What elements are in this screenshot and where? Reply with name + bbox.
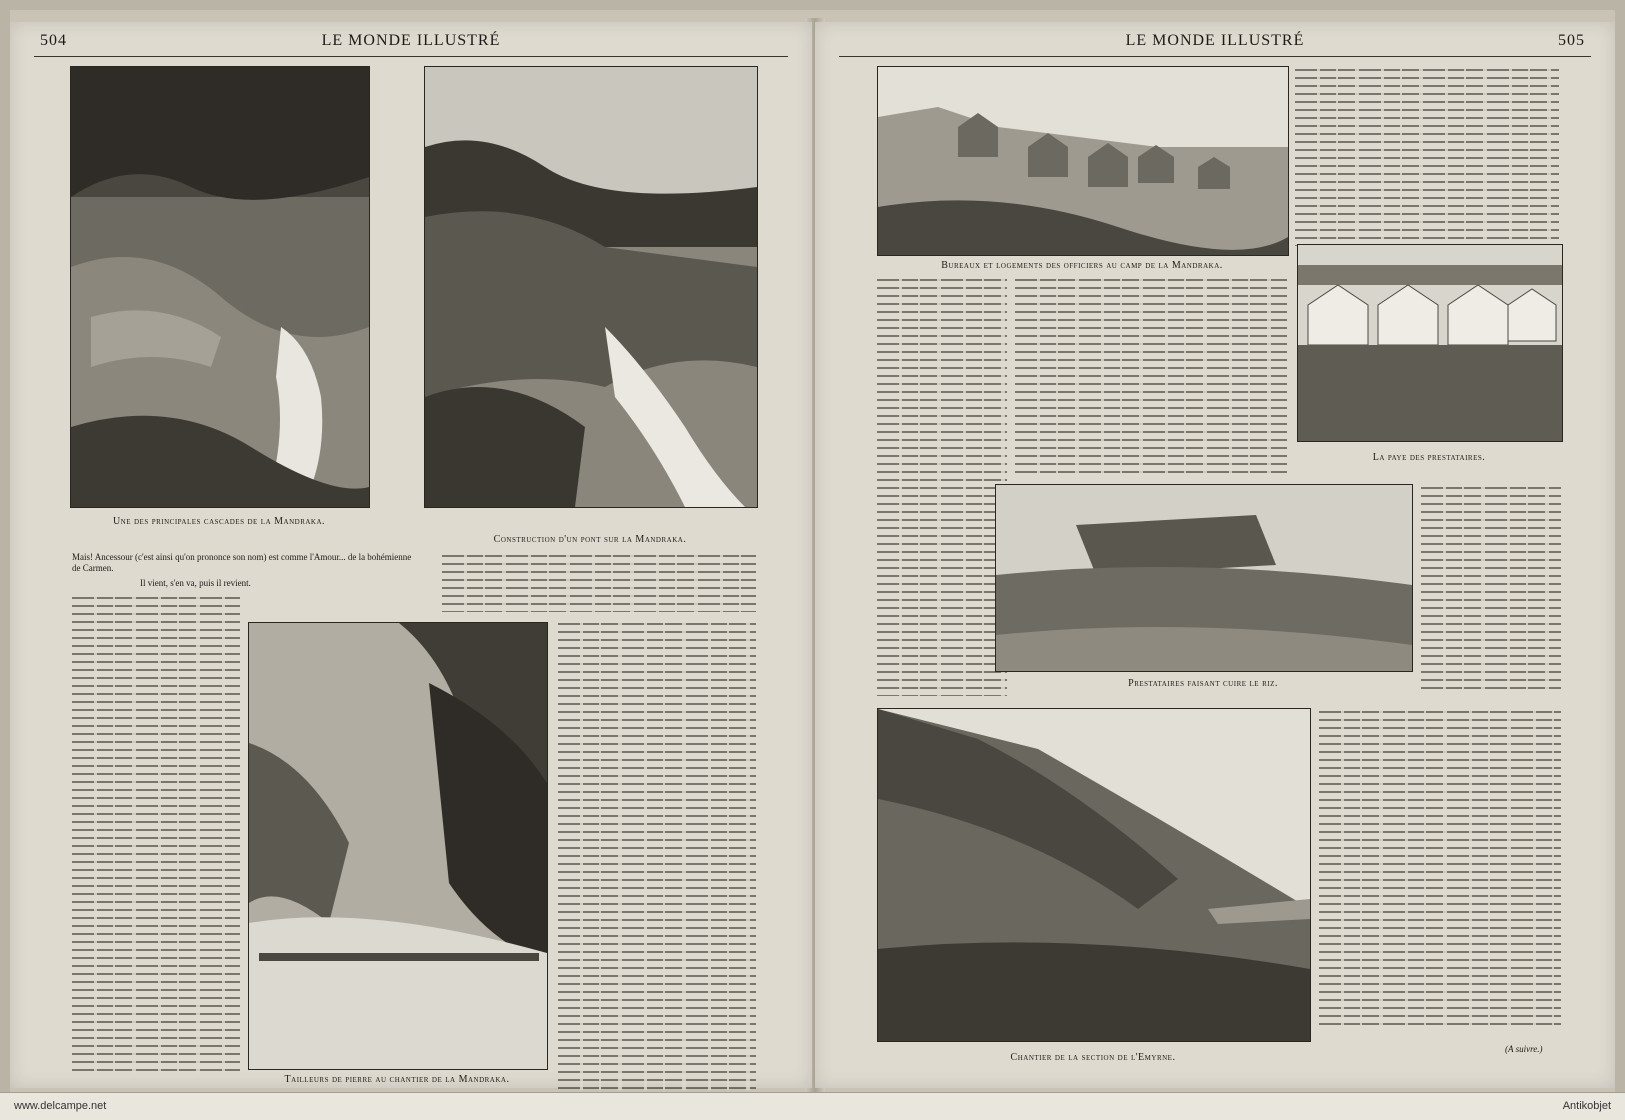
caption-riz: Prestataires faisant cuire le riz. — [1128, 678, 1278, 689]
text-column-right-4 — [1319, 708, 1561, 1028]
photo-paye — [1297, 244, 1563, 442]
masthead-right: LE MONDE ILLUSTRÉ — [1125, 32, 1305, 49]
footer-strip — [0, 1092, 1625, 1120]
footer-seller[interactable]: Antikobjet — [1562, 1100, 1611, 1112]
photo-tailleurs — [248, 622, 548, 1070]
text-column-right-2 — [1015, 276, 1287, 476]
a-suivre: (A suivre.) — [1505, 1044, 1543, 1054]
caption-tailleurs: Tailleurs de pierre au chantier de la Mandraka. — [284, 1074, 510, 1085]
footer-url[interactable]: www.delcampe.net — [14, 1100, 107, 1112]
text-column-left-1 — [72, 594, 240, 1074]
text-column-left-2-top — [442, 552, 756, 612]
text-column-right-top — [1295, 66, 1559, 246]
photo-pont — [424, 66, 758, 508]
magazine-spread — [10, 10, 1615, 1092]
caption-pont: Construction d'un pont sur la Mandraka. — [493, 534, 687, 545]
caption-emyrne: Chantier de la section de l'Emyrne. — [1010, 1052, 1176, 1063]
left-page — [10, 22, 812, 1088]
text-column-right-3 — [1421, 484, 1561, 694]
photo-cascade — [70, 66, 370, 508]
caption-paye: La paye des prestataires. — [1372, 452, 1486, 463]
photo-riz — [995, 484, 1413, 672]
header-rule — [839, 56, 1591, 57]
article-opening: Mais! Ancessour (c'est ainsi qu'on prononce son nom) est comme l'Amour... de la bohémienne de Carmen. — [72, 552, 412, 573]
right-page-header — [815, 32, 1615, 54]
photo-bureaux — [877, 66, 1289, 256]
caption-bureaux: Bureaux et logements des officiers au camp de la Mandraka. — [941, 260, 1223, 271]
text-column-left-2 — [558, 620, 756, 1090]
page-number-left: 504 — [40, 32, 67, 49]
left-page-header — [10, 32, 812, 54]
header-rule — [34, 56, 788, 57]
photo-emyrne — [877, 708, 1311, 1042]
right-page — [815, 22, 1615, 1088]
article-refrain: Il vient, s'en va, puis il revient. — [140, 578, 251, 588]
masthead-left: LE MONDE ILLUSTRÉ — [321, 32, 501, 49]
caption-cascade: Une des principales cascades de la Mandraka. — [112, 516, 326, 527]
page-number-right: 505 — [1558, 32, 1585, 49]
text-column-right-1 — [877, 276, 1007, 696]
